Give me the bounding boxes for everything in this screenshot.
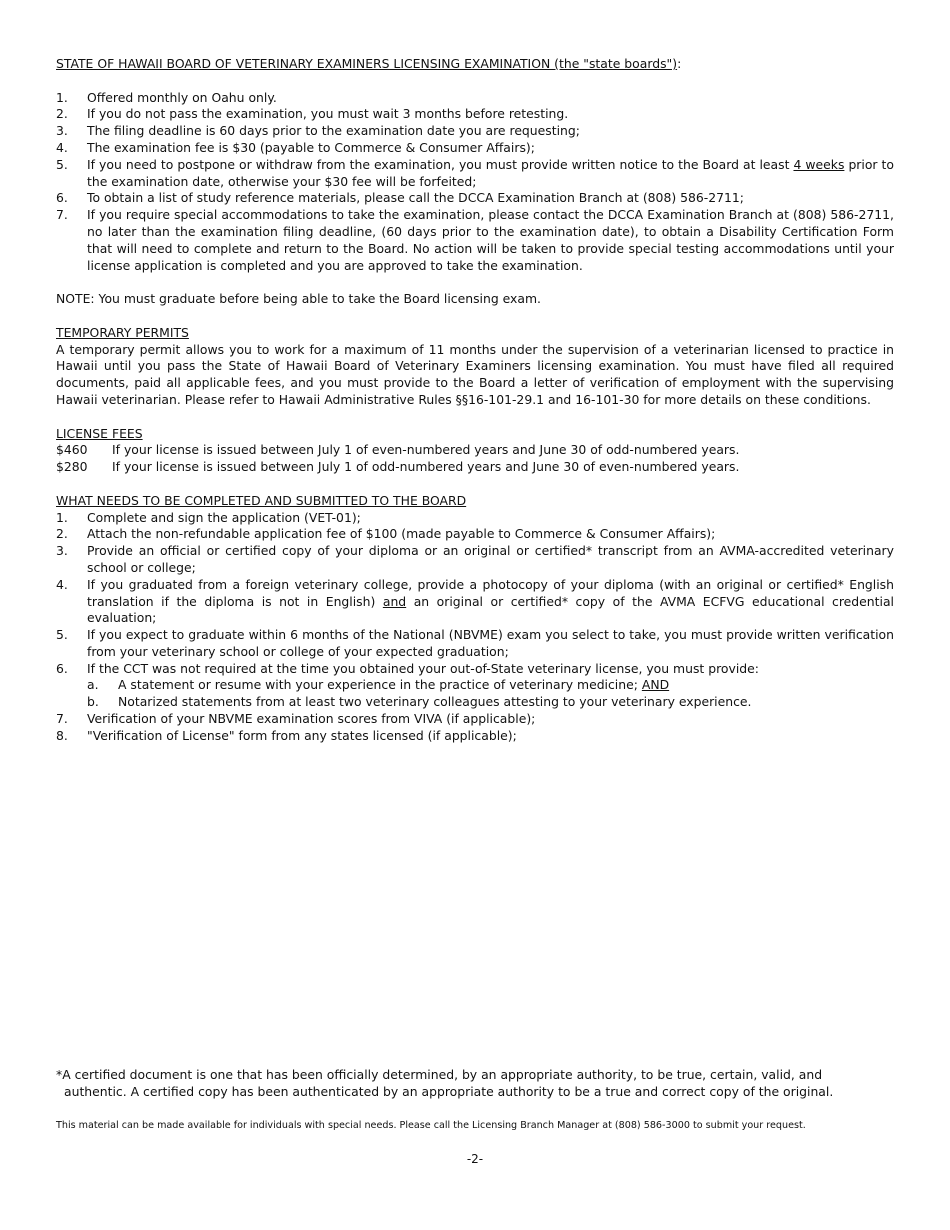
exam-item: 4. The examination fee is $30 (payable to Commerce & Consumer Affairs); — [56, 139, 535, 155]
exam-item: 1. Offered monthly on Oahu only. — [56, 89, 277, 105]
document-body — [56, 56, 894, 745]
fee-row: $280 If your license is issued between July 1 of odd-numbered years and June 30 of even-numbered years. — [56, 459, 740, 475]
exam-item: 6. To obtain a list of study reference materials, please call the DCCA Examination Branch at (808) 586-2711; — [56, 190, 744, 206]
submit-item: 1. Complete and sign the application (VET-01); — [56, 509, 361, 525]
submit-item: 4. If you graduated from a foreign veterinary college, provide a photocopy of your diploma (with an original or certified* English translation if the diploma is not in English) and an original or certified* copy of the AVMA ECFVG educational credential evaluation; — [56, 576, 894, 626]
exam-item: 3. The filing deadline is 60 days prior to the examination date you are requesting; — [56, 123, 580, 139]
special-needs-notice: This material can be made available for individuals with special needs. Please call the Licensing Branch Manager at (808) 586-3000 to submit your request. — [56, 1120, 806, 1131]
exam-item: 2. If you do not pass the examination, you must wait 3 months before retesting. — [56, 106, 569, 122]
submit-item: 2. Attach the non-refundable application fee of $100 (made payable to Commerce & Consumer Affairs); — [56, 526, 716, 542]
submit-item: 8. "Verification of License" form from any states licensed (if applicable); — [56, 727, 517, 743]
page-number: -2- — [466, 1152, 484, 1166]
exam-item: 5. If you need to postpone or withdraw from the examination, you must provide written notice to the Board at least 4 weeks prior to the examination date, otherwise your $30 fee will be forfeited; — [56, 156, 894, 189]
submit-item: 6. If the CCT was not required at the time you obtained your out-of-State veterinary license, you must provide: a. A statement or resume with your experience in the practice of veterinary medicine; AND b. Notarized statements from at least two veterinary colleagues attesting to your veterinary experience. — [56, 661, 894, 711]
submit-item: 3. Provide an official or certified copy of your diploma or an original or certified* transcript from an AVMA-accredited veterinary school or college; — [56, 543, 894, 575]
certified-footnote: *A certified document is one that has been officially determined, by an appropriate authority, to be true, certain, valid, and authentic. A certified copy has been authenticated by an appropriate authority to be a true and correct copy of the original. — [56, 1067, 834, 1099]
fee-row: $460 If your license is issued between July 1 of even-numbered years and June 30 of odd-numbered years. — [56, 442, 740, 458]
submit-heading: WHAT NEEDS TO BE COMPLETED AND SUBMITTED TO THE BOARD — [56, 492, 467, 508]
temporary-permits-text: A temporary permit allows you to work for a maximum of 11 months under the supervision of a veterinarian licensed to practice in Hawaii until you pass the State of Hawaii Board of Veterinary Examiners licensing examination. You must have filed all required documents, paid all applicable fees, and you must provide to the Board a letter of verification of employment with the supervising Hawaii veterinarian. Please refer to Hawaii Administrative Rules §§16-101-29.1 and 16-101-30 for more details on these conditions. — [56, 341, 894, 407]
submit-sub-item: b. Notarized statements from at least two veterinary colleagues attesting to your veterinary experience. — [87, 694, 752, 710]
license-fees-heading: LICENSE FEES — [56, 425, 143, 441]
temporary-permits-heading: TEMPORARY PERMITS — [56, 324, 189, 340]
exam-heading-text: STATE OF HAWAII BOARD OF VETERINARY EXAMINERS LICENSING EXAMINATION (the "state boards") — [56, 56, 678, 71]
graduation-note: NOTE: You must graduate before being able to take the Board licensing exam. — [56, 291, 541, 307]
submit-item: 5. If you expect to graduate within 6 months of the National (NBVME) exam you select to take, you must provide written verification from your veterinary school or college of your expected graduation; — [56, 627, 894, 659]
exam-item: 7. If you require special accommodations to take the examination, please contact the DCCA Examination Branch at (808) 586-2711, no later than the examination filing deadline, (60 days prior to the examination date), to obtain a Disability Certification Form that will need to complete and return to the Board. No action will be taken to provide special testing accommodations until your license application is completed and you are approved to take the examination. — [56, 207, 894, 273]
exam-heading: STATE OF HAWAII BOARD OF VETERINARY EXAMINERS LICENSING EXAMINATION (the "state boards"): — [56, 56, 682, 71]
submit-sub-item: a. A statement or resume with your experience in the practice of veterinary medicine; AND — [87, 677, 670, 693]
submit-item: 7. Verification of your NBVME examination scores from VIVA (if applicable); — [56, 711, 536, 727]
